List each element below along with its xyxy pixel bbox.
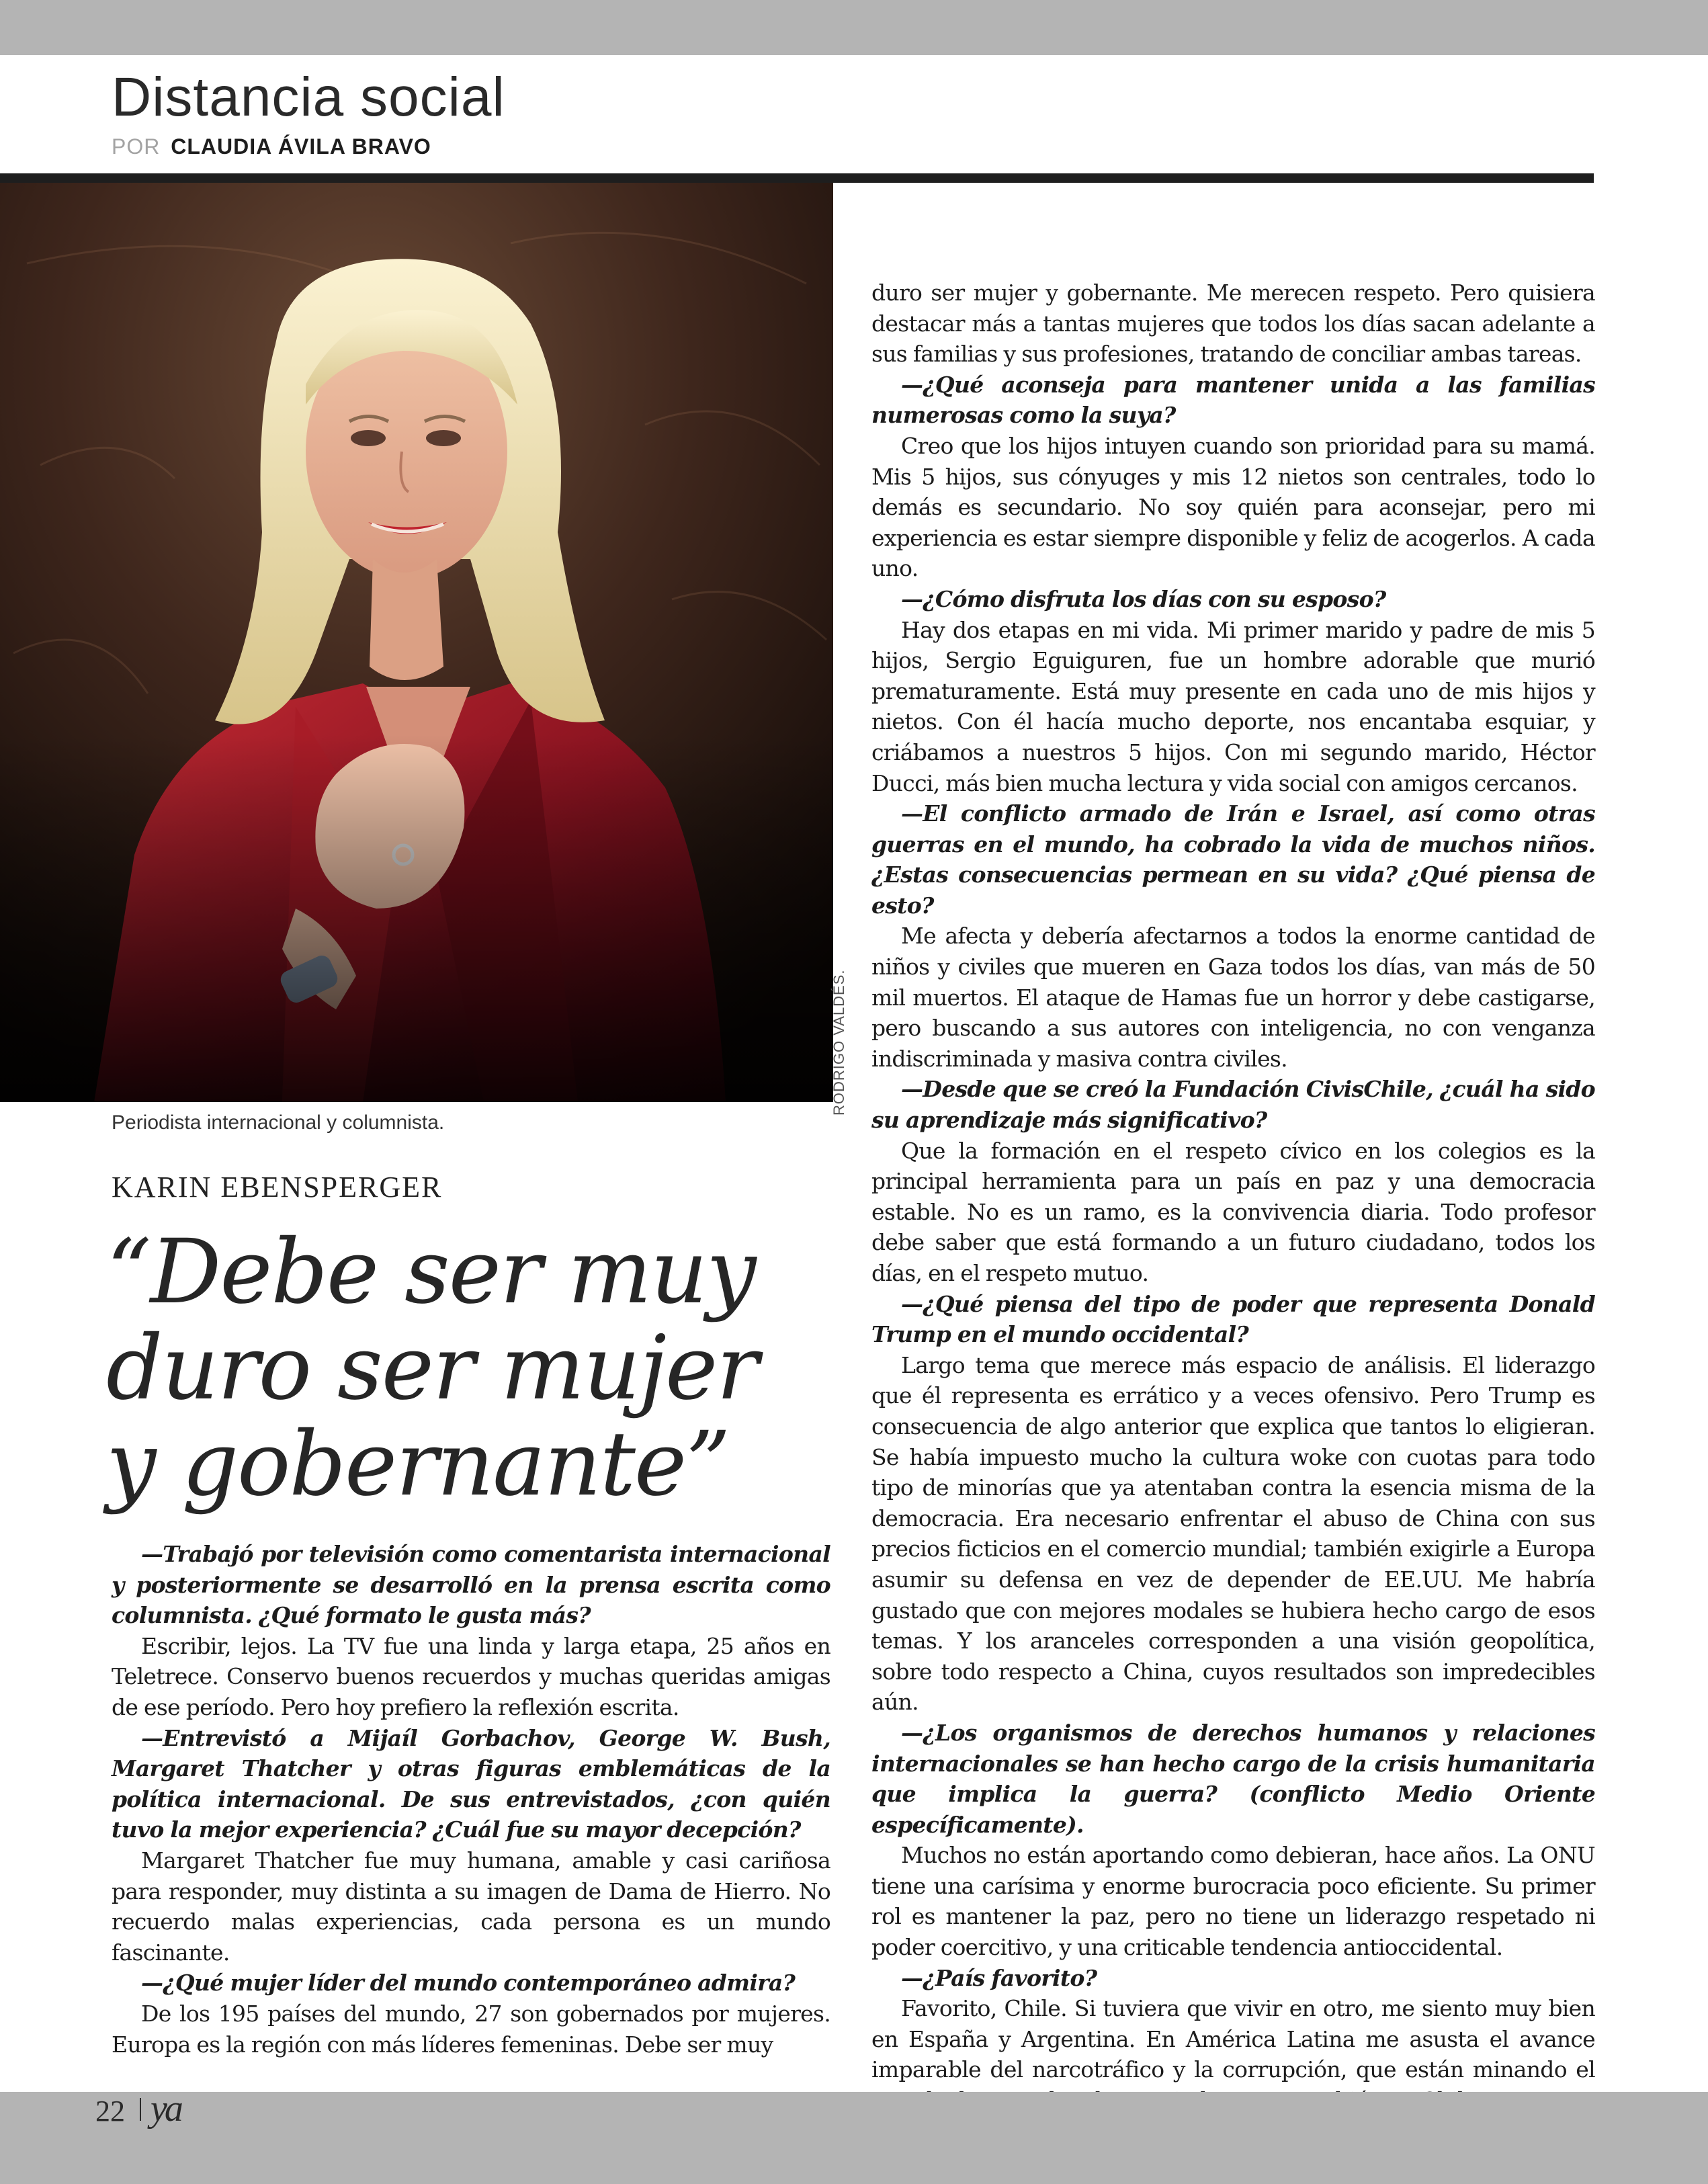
interview-question: —¿Qué piensa del tipo de poder que representa Donald Trump en el mundo occidental? — [871, 1290, 1595, 1348]
page-number: 22 — [95, 2095, 125, 2128]
headline-quote — [106, 1220, 845, 1516]
interview-answer: Me afecta y debería afectarnos a todos la enorme cantidad de niños y civiles que mueren en Gaza todos los días, van más de 50 mil muertos. El ataque de Hamas fue un horror y debe castigarse, pero buscando a sus autores con inteligencia, no con venganza indiscriminada y masiva contra civiles. — [871, 923, 1595, 1072]
interview-answer: Escribir, lejos. La TV fue una linda y larga etapa, 25 años en Teletrece. Conservo buenos recuerdos y muchas queridas amigas de ese período. Pero hoy prefiero la reflexión escrita. — [112, 1632, 830, 1720]
interview-answer: Muchos no están aportando como debieran, hace años. La ONU tiene una carísima y enorme burocracia poco eficiente. Su primer rol es mantener la paz, pero no tiene un liderazgo respetado ni poder coercitivo, y una criticable tendencia antioccidental. — [871, 1842, 1595, 1961]
interview-question: —Entrevistó a Mijaíl Gorbachov, George W. Bush, Margaret Thatcher y otras figuras emblemáticas de la política internacional. De sus entrevistados, ¿con quién tuvo la mejor experiencia? ¿Cuál fue su mayor decepción? — [112, 1724, 830, 1843]
photo-caption: Periodista internacional y columnista. — [112, 1111, 445, 1134]
interview-question: —Trabajó por televisión como comentarista internacional y posteriormente se desarrolló en la prensa escrita como columnista. ¿Qué formato le gusta más? — [112, 1541, 830, 1629]
interview-question: —¿Qué mujer líder del mundo contemporáneo admira? — [141, 1970, 796, 1997]
interview-answer: Margaret Thatcher fue muy humana, amable y casi cariñosa para responder, muy distinta a su imagen de Dama de Hierro. No recuerdo malas experiencias, cada persona es un mundo fascinante. — [112, 1847, 830, 1966]
interview-answer: Creo que los hijos intuyen cuando son prioridad para su mamá. Mis 5 hijos, sus cónyuges y mis 12 nietos son centrales, todo lo demás es secundario. No soy quién para aconsejar, pero mi experiencia es estar siempre disponible y feliz de acogerlos. A cada uno. — [871, 432, 1595, 582]
article-column-right — [871, 278, 1595, 2116]
top-gray-bar — [0, 0, 1708, 55]
interview-question: —¿País favorito? — [901, 1964, 1097, 1991]
headline-line: “Debe ser muy — [106, 1220, 755, 1324]
interviewee-name: KARIN EBENSPERGER — [112, 1171, 443, 1204]
interview-question: —¿Qué aconseja para mantener unida a las familias numerosas como la suya? — [871, 371, 1595, 429]
interview-question: —Desde que se creó la Fundación CivisChile, ¿cuál ha sido su aprendizaje más significativo? — [871, 1076, 1595, 1134]
page-right-band — [1594, 55, 1708, 2092]
section-title: Distancia social — [112, 67, 505, 128]
interview-answer: Que la formación en el respeto cívico en los colegios es la principal herramienta para un país en paz y una democracia estable. No es un ramo, es la convivencia diaria. Todo profesor debe saber que está formando a un futuro ciudadano, todos los días, en el respeto mutuo. — [871, 1137, 1595, 1286]
interview-answer: De los 195 países del mundo, 27 son gobernados por mujeres. Europa es la región con más líderes femeninas. Debe ser muy — [112, 2000, 830, 2058]
byline — [112, 134, 431, 159]
final-answer-text: Favorito, Chile. Si tuviera que vivir en otro, me siento muy bien en España y Argentina. En América Latina me asusta el avance imparable del narcotráfico y la corrupción, que están minando el — [871, 1995, 1595, 2083]
footer-separator — [140, 2098, 141, 2121]
headline-line: y gobernante” — [106, 1413, 730, 1516]
interview-question: —¿Cómo disfruta los días con su esposo? — [901, 585, 1386, 612]
headline-line: duro ser mujer — [106, 1316, 758, 1420]
magazine-logo: ya — [151, 2088, 181, 2130]
interview-question: —¿Los organismos de derechos humanos y relaciones internacionales se han hecho cargo de la crisis humanitaria que implica la guerra? (conflicto Medio Oriente específicamente). — [871, 1719, 1595, 1838]
interview-question: —El conflicto armado de Irán e Israel, así como otras guerras en el mundo, ha cobrado la vida de muchos niños. ¿Estas consecuencias permean en su vida? ¿Qué piensa de esto? — [871, 800, 1595, 919]
portrait-image — [0, 183, 833, 1102]
article-column-left — [112, 1539, 830, 2060]
bottom-gray-bar — [0, 2092, 1708, 2184]
photo-credit: RODRIGO VALDÉS. — [830, 969, 847, 1116]
interview-answer: Largo tema que merece más espacio de análisis. El liderazgo que él representa es errático y a veces ofensivo. Pero Trump es consecuencia de algo anterior que explica que tantos lo eligieran. Se había impuesto mucho la cultura woke con cuotas para todo tipo de minorías que ya atentaban contra la esencia misma de la democracia. Era necesario enfrentar el abuso de China con sus precios ficticios en el comercio mundial; también exigirle a Europa asumir su defensa en vez de depender de EE.UU. Me habría gustado que con mejores modales se hubiera hecho cargo de esos temas. Y los aranceles corresponden a una visión geopolítica, sobre todo respecto a China, cuyos resultados son impredecibles aún. — [871, 1351, 1595, 1716]
byline-author: CLAUDIA ÁVILA BRAVO — [171, 134, 431, 159]
interview-answer: Hay dos etapas en mi vida. Mi primer marido y padre de mis 5 hijos, Sergio Eguiguren, fue un hombre adorable que murió prematuramente. Está muy presente en cada uno de mis hijos y nietos. Con él hacía mucho deporte, nos encantaba esquiar, y criábamos a nuestros 5 hijos. Con mi segundo marido, Héctor Ducci, más bien mucha lectura y vida social con amigos cercanos. — [871, 616, 1595, 796]
interview-answer-continued: duro ser mujer y gobernante. Me merecen respeto. Pero quisiera destacar más a tantas mujeres que todos los días sacan adelante a sus familias y sus profesiones, tratando de conciliar ambas tareas. — [871, 280, 1595, 368]
header-rule — [0, 173, 1594, 183]
byline-prefix: POR — [112, 134, 161, 159]
